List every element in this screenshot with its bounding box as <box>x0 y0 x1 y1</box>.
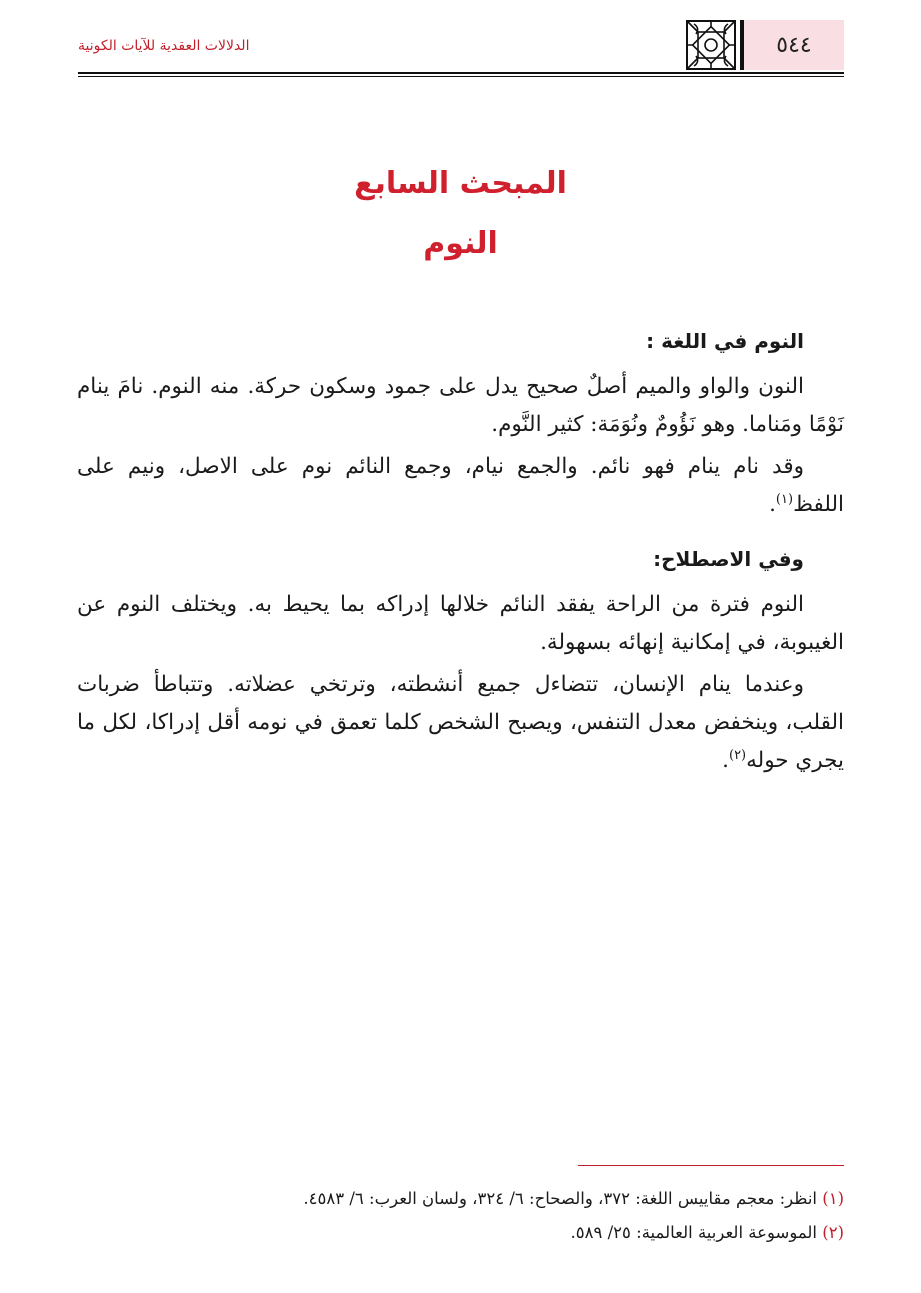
chapter-title: المبحث السابع <box>354 166 567 201</box>
running-title: الدلالات العقدية للآيات الكونية <box>78 38 250 54</box>
paragraph: النوم فترة من الراحة يفقد النائم خلالها إدراكه بما يحيط به. ويختلف النوم عن الغيبوبة، في إمكانية إنهائه بسهولة. <box>77 592 844 655</box>
footnote: (١) انظر: معجم مقاييس اللغة: ٣٧٢، والصحاح: ٦/ ٣٢٤، ولسان العرب: ٦/ ٤٥٨٣. <box>303 1189 844 1208</box>
footnotes <box>77 1182 844 1250</box>
footnote-separator <box>578 1165 844 1166</box>
section-heading-language: النوم في اللغة : <box>646 329 804 353</box>
page-number: ٥٤٤ <box>744 20 844 70</box>
page-header <box>78 20 844 70</box>
header-divider <box>740 20 744 70</box>
header-rule-thin <box>78 76 844 77</box>
header-rule <box>78 72 844 74</box>
paragraph: وقد نام ينام فهو نائم. والجمع نيام، وجمع النائم نوم على الاصل، ونيم على اللفظ$^{(١)}$. <box>77 454 844 517</box>
section-heading-terminology: وفي الاصطلاح: <box>653 547 804 571</box>
footnote-ref[interactable]: (٢) <box>728 747 747 763</box>
chapter-subtitle: النوم <box>423 226 498 261</box>
paragraph: النون والواو والميم أصلٌ صحيح يدل على جمود وسكون حركة. منه النوم. نامَ ينام نَوْمًا ومَناما. وهو نَؤُومٌ ونُوَمَة: كثير النَّوم. <box>77 374 844 437</box>
paragraph: وعندما ينام الإنسان، تتضاءل جميع أنشطته، وترتخي عضلاته. وتتباطأ ضربات القلب، وينخفض معدل التنفس، ويصبح الشخص كلما تعمق في نومه أقل إدراكا، لكل ما يجري حوله$^{(٢)}$. <box>77 672 844 773</box>
footnote: (٢) الموسوعة العربية العالمية: ٢٥/ ٥٨٩. <box>570 1223 844 1242</box>
islamic-geometric-ornament-icon <box>686 20 736 70</box>
main-text <box>77 320 844 784</box>
footnote-ref[interactable]: (١) <box>775 491 794 507</box>
